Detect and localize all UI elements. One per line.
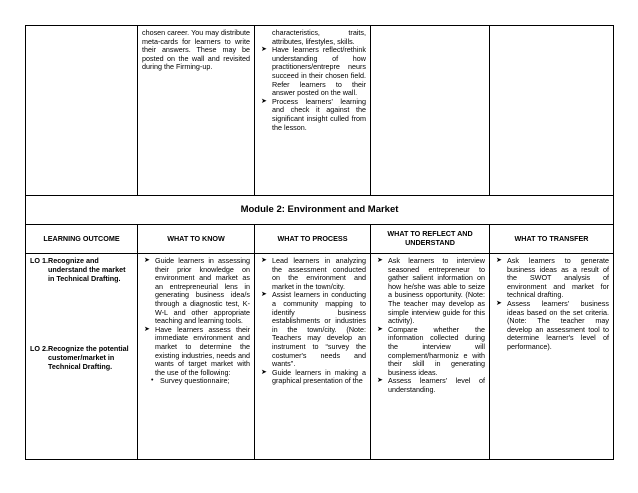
dot-bullet-icon: • — [151, 377, 154, 385]
learning-outcome-cell — [26, 254, 138, 460]
list-item: • Survey questionnaire; — [151, 376, 230, 386]
learning-outcome-1: LO 1. Recognize and understand the market in Technical Drafting. — [30, 256, 126, 283]
list-item: ➤ Guide learners in making a graphical presentation of the — [261, 367, 366, 386]
what-to-know-cell — [138, 254, 255, 460]
continuation-know-cell — [138, 26, 255, 196]
continuation-process-cell — [255, 26, 371, 196]
curriculum-table — [25, 25, 614, 460]
arrowhead-bullet-icon: ➤ — [496, 257, 502, 264]
list-item: ➤ Process learners' learning and check it against the significant insight culled from the lesson. — [261, 96, 366, 132]
continuation-process-list — [259, 46, 366, 132]
list-item: ➤ Ask learners to generate business ideas as a result of the SWOT analysis of environment and market for technical drafting. — [496, 256, 609, 300]
header-row — [26, 225, 614, 254]
continuation-row — [26, 26, 614, 196]
list-item: ➤ Assess learners' level of understanding. — [377, 376, 485, 394]
arrowhead-bullet-icon: ➤ — [496, 299, 502, 307]
header-what-to-know: WHAT TO KNOW — [138, 225, 255, 254]
arrowhead-bullet-icon: ➤ — [377, 377, 383, 385]
module-title: Module 2: Environment and Market — [26, 196, 614, 225]
arrowhead-bullet-icon: ➤ — [261, 291, 267, 299]
arrowhead-bullet-icon: ➤ — [144, 325, 150, 333]
header-learning-outcome: LEARNING OUTCOME — [26, 225, 138, 254]
what-to-reflect-cell — [371, 254, 490, 460]
list-item: ➤ Assist learners in conducting a community mapping to identify business establishments or industries in the town/city. (Note: Teachers may develop an instrument to “survey the costumer's needs and wants". — [261, 290, 366, 369]
transfer-list — [494, 257, 609, 352]
continuation-lo-cell — [26, 26, 138, 196]
arrowhead-bullet-icon: ➤ — [377, 257, 383, 264]
list-item: ➤ Lead learners in analyzing the assessment conducted on the environment and market in the town/city. — [261, 256, 366, 291]
header-what-to-process: WHAT TO PROCESS — [255, 225, 371, 254]
module-title-row — [26, 196, 614, 225]
list-item: ➤ Have learners assess their immediate environment and market to determine the existing industries, needs and wants of target market with the use of the following: — [144, 324, 250, 377]
continuation-process-intro: characteristics, traits, attributes, lifestyles, skills. — [272, 28, 366, 46]
arrowhead-bullet-icon: ➤ — [261, 97, 267, 105]
list-item: ➤ Ask learners to interview seasoned entrepreneur to gather salient information on how he/she was able to seize a business opportunity. (Note: The teacher may develop as simple interview guide for this activity). — [377, 256, 485, 326]
list-item: ➤ Assess learners' business ideas based on the set criteria. (Note: The teacher may develop an assessment tool to determine learner's level of performance). — [496, 298, 609, 351]
continuation-reflect-cell — [371, 26, 490, 196]
list-item: ➤ Guide learners in assessing their prior knowledge on environment and market as an entrepreneurial lens in generating business idea/s through a diagnostic test, K-W-L and other appropriate teaching and learning tools. — [144, 256, 250, 326]
arrowhead-bullet-icon: ➤ — [144, 257, 150, 264]
list-item: ➤ Have learners reflect/rethink understanding of how practitioners/entrepre neurs succeed in their chosen field. Refer learners to their answer posted on the wall. — [261, 45, 366, 98]
reflect-list — [375, 257, 485, 395]
what-to-transfer-cell — [490, 254, 614, 460]
content-row — [26, 254, 614, 460]
know-list — [142, 257, 250, 386]
arrowhead-bullet-icon: ➤ — [377, 325, 383, 333]
what-to-process-cell — [255, 254, 371, 460]
continuation-transfer-cell — [490, 26, 614, 196]
header-what-to-transfer: WHAT TO TRANSFER — [490, 225, 614, 254]
header-what-to-reflect: WHAT TO REFLECT AND UNDERSTAND — [371, 225, 490, 254]
continuation-know-text: chosen career. You may distribute meta-cards for learners to write their answers. These may be posted on the wall and revisited during the Firming-up. — [142, 28, 250, 72]
process-list — [259, 257, 366, 386]
list-item: ➤ Compare whether the information collected during the interview will complement/harmoniz e with their skill in generating business ideas. — [377, 324, 485, 377]
learning-outcome-2: LO 2. Recognize the potential customer/market in Technical Drafting. — [30, 344, 129, 371]
arrowhead-bullet-icon: ➤ — [261, 368, 267, 376]
arrowhead-bullet-icon: ➤ — [261, 46, 267, 54]
arrowhead-bullet-icon: ➤ — [261, 257, 267, 264]
